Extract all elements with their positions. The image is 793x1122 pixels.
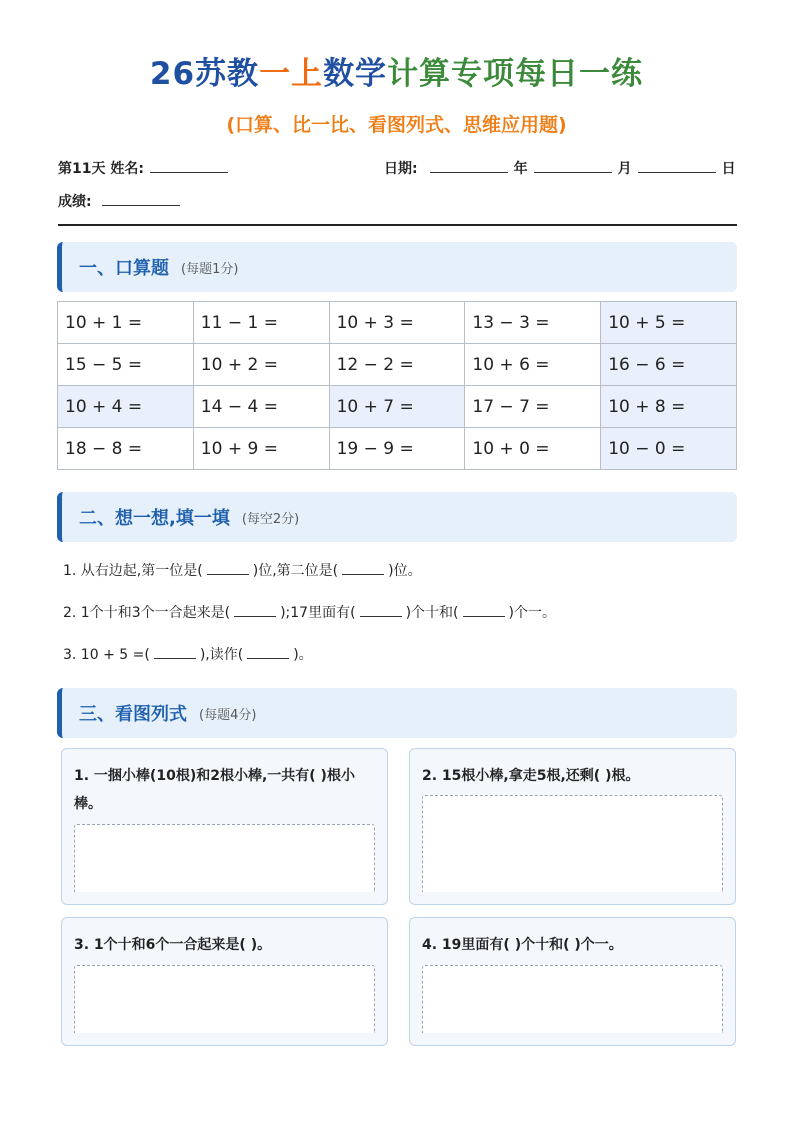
month-label: 月	[617, 161, 632, 177]
table-row	[58, 386, 737, 428]
question-text: )位,第二位是(	[252, 563, 339, 579]
section-note: (每题1分)	[181, 261, 239, 277]
math-cell[interactable]: 10 + 7 =	[329, 386, 465, 428]
picture-question-card-4	[409, 917, 736, 1046]
math-cell[interactable]: 10 + 5 =	[601, 302, 737, 344]
section-title: 一、口算题	[79, 258, 169, 279]
answer-blank[interactable]	[207, 562, 249, 575]
section-note: (每题4分)	[199, 707, 257, 723]
answer-box[interactable]	[74, 824, 375, 892]
math-cell[interactable]: 17 − 7 =	[465, 386, 601, 428]
question-text: 3. 10 + 5 =(	[63, 647, 150, 663]
card-question: 2. 15根小棒,拿走5根,还剩( )根。	[422, 768, 640, 784]
fill-question-2	[63, 602, 556, 624]
math-cell[interactable]: 10 + 4 =	[58, 386, 194, 428]
answer-blank[interactable]	[234, 604, 276, 617]
question-text: ),读作(	[199, 647, 244, 663]
math-cell[interactable]: 12 − 2 =	[329, 344, 465, 386]
section-header-picture-equations	[57, 688, 737, 738]
question-text: 2. 1个十和3个一合起来是(	[63, 605, 231, 621]
day-label-suffix: 日	[721, 161, 736, 177]
answer-box[interactable]	[422, 795, 723, 892]
day-label: 第11天	[58, 161, 106, 177]
answer-blank[interactable]	[342, 562, 384, 575]
math-cell[interactable]: 16 − 6 =	[601, 344, 737, 386]
title-part: 一上	[259, 56, 324, 92]
picture-question-card-2	[409, 748, 736, 905]
student-info-row	[58, 158, 234, 179]
header-divider	[58, 224, 737, 226]
table-row	[58, 344, 737, 386]
question-text: )位。	[388, 563, 422, 579]
answer-blank[interactable]	[463, 604, 505, 617]
math-cell[interactable]: 10 + 3 =	[329, 302, 465, 344]
card-question: 4. 19里面有( )个十和( )个一。	[422, 937, 623, 953]
math-cell[interactable]: 15 − 5 =	[58, 344, 194, 386]
month-blank[interactable]	[534, 158, 612, 173]
mental-math-table	[57, 301, 737, 470]
answer-blank[interactable]	[360, 604, 402, 617]
math-cell[interactable]: 19 − 9 =	[329, 428, 465, 470]
answer-box[interactable]	[422, 965, 723, 1033]
math-cell[interactable]: 10 + 2 =	[193, 344, 329, 386]
math-cell[interactable]: 18 − 8 =	[58, 428, 194, 470]
math-cell[interactable]: 13 − 3 =	[465, 302, 601, 344]
math-cell[interactable]: 10 + 0 =	[465, 428, 601, 470]
section-title: 三、看图列式	[79, 704, 187, 725]
picture-question-card-3	[61, 917, 388, 1046]
question-text: );17里面有(	[280, 605, 356, 621]
worksheet-title	[0, 52, 793, 96]
year-label: 年	[513, 161, 528, 177]
date-info-row	[384, 158, 736, 179]
fill-question-3	[63, 644, 313, 666]
table-row	[58, 302, 737, 344]
fill-question-1	[63, 560, 422, 582]
question-text: )个一。	[508, 605, 556, 621]
card-question: 1. 一捆小棒(10根)和2根小棒,一共有( )根小棒。	[74, 768, 355, 812]
score-blank[interactable]	[102, 191, 180, 206]
question-text: 1. 从右边起,第一位是(	[63, 563, 203, 579]
date-label: 日期:	[384, 161, 418, 177]
name-blank[interactable]	[150, 158, 228, 173]
table-row	[58, 428, 737, 470]
section-header-fill-in	[57, 492, 737, 542]
question-text: )。	[293, 647, 313, 663]
title-part: 26苏教	[149, 56, 260, 92]
name-label: 姓名:	[110, 161, 144, 177]
year-blank[interactable]	[430, 158, 508, 173]
section-note: (每空2分)	[241, 511, 300, 527]
math-cell[interactable]: 10 − 0 =	[601, 428, 737, 470]
picture-question-card-1	[61, 748, 388, 905]
card-question: 3. 1个十和6个一合起来是( )。	[74, 937, 272, 953]
answer-box[interactable]	[74, 965, 375, 1033]
math-cell[interactable]: 10 + 1 =	[58, 302, 194, 344]
section-header-mental-math	[57, 242, 737, 292]
math-cell[interactable]: 10 + 6 =	[465, 344, 601, 386]
question-text: )个十和(	[405, 605, 459, 621]
score-label: 成绩:	[58, 194, 92, 210]
worksheet-subtitle: (口算、比一比、看图列式、思维应用题)	[226, 114, 567, 136]
answer-blank[interactable]	[154, 646, 196, 659]
section-title: 二、想一想,填一填	[79, 508, 230, 529]
answer-blank[interactable]	[247, 646, 289, 659]
title-part: 计算专项每日一练	[387, 56, 644, 92]
math-cell[interactable]: 10 + 9 =	[193, 428, 329, 470]
math-cell[interactable]: 14 − 4 =	[193, 386, 329, 428]
math-cell[interactable]: 10 + 8 =	[601, 386, 737, 428]
day-blank[interactable]	[638, 158, 716, 173]
score-info-row	[58, 191, 186, 212]
title-part: 数学	[323, 56, 388, 92]
math-cell[interactable]: 11 − 1 =	[193, 302, 329, 344]
